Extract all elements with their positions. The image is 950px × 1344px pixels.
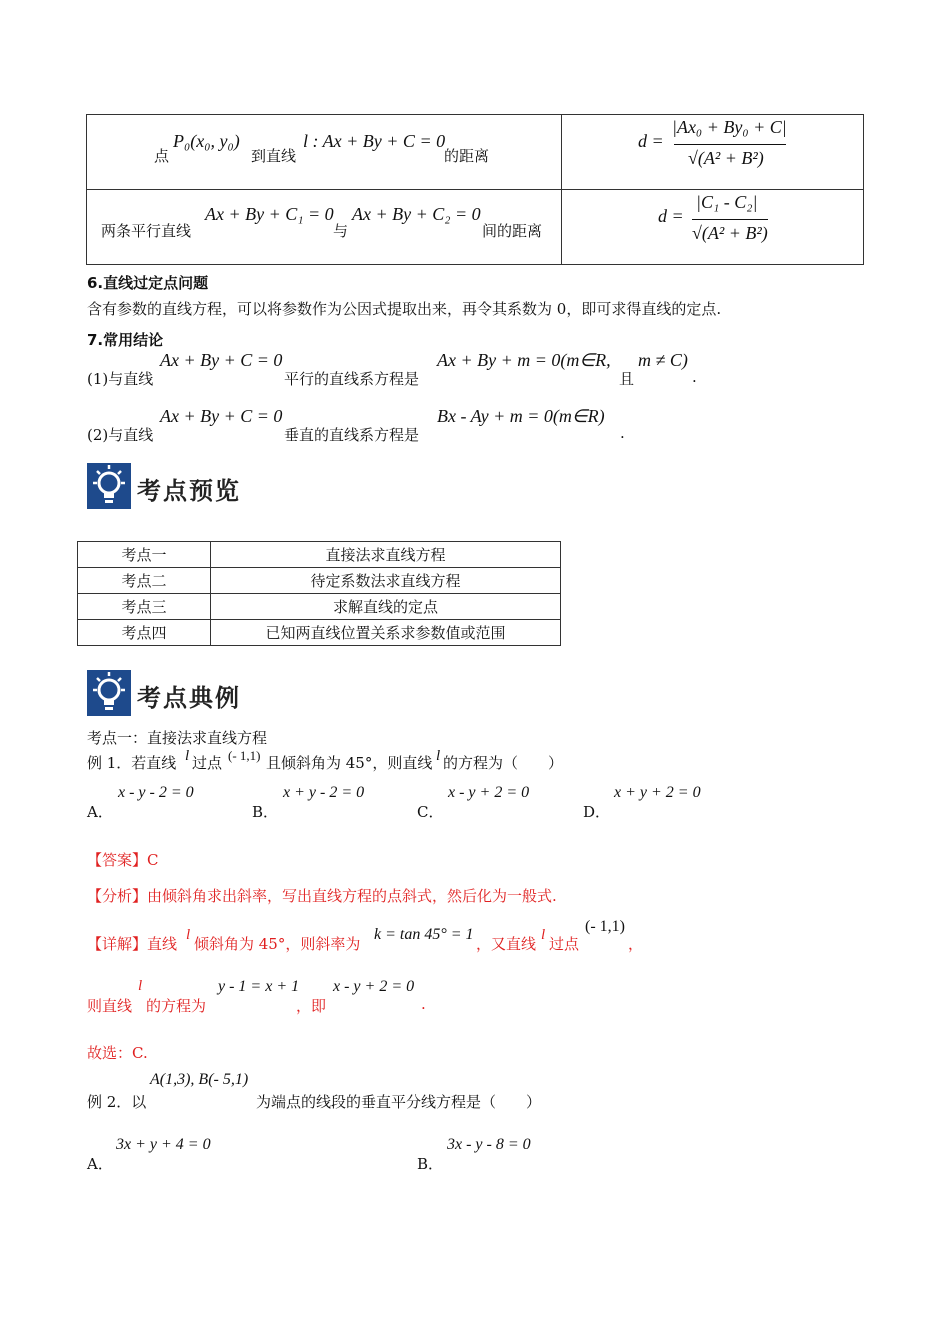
ex1-q-l: l (185, 748, 190, 764)
ex1-opt-d-label[interactable]: D． (583, 803, 611, 821)
ex1-opt-a-label[interactable]: A． (87, 803, 113, 821)
row2-text-mid: 与 (333, 222, 349, 240)
row1-formula-denominator: √(A² + B²) (688, 148, 764, 168)
ex1-opt-b-math[interactable]: x + y - 2 = 0 (283, 784, 365, 801)
row1-text-post: 的距离 (444, 147, 490, 165)
ex2-q-math: A(1,3), B(- 5,1) (150, 1071, 249, 1088)
row1-text-mid: 到直线 (251, 147, 297, 165)
sec7-l2-pre: (2)与直线 (87, 426, 154, 444)
sec7-l1-math2: Ax + By + m = 0(m∈R, (437, 350, 611, 370)
sec7-l2-mid: 垂直的直线系方程是 (284, 426, 420, 444)
row1-formula-lhs: d = (638, 131, 664, 151)
table-row (78, 594, 561, 620)
table-row (78, 568, 561, 594)
ex2-opt-a-label[interactable]: A． (87, 1155, 113, 1173)
row2-formula-denominator: √(A² + B²) (692, 223, 768, 243)
sec7-l1-math3: m ≠ C) (638, 350, 688, 370)
table-row (78, 620, 561, 646)
ex1-section-label: 考点一：直接法求直线方程 (87, 729, 268, 747)
ex1-q-pre: 例 1．若直线 (87, 754, 177, 772)
ex1-line2-pre: 则直线 (87, 997, 133, 1015)
kd-desc: 求解直线的定点 (211, 594, 561, 620)
kd-desc: 已知两直线位置关系求参数值或范围 (211, 620, 561, 646)
kaodian-table (77, 541, 561, 646)
ex1-line2-end: . (421, 995, 426, 1013)
sec7-l1-end: . (692, 368, 697, 386)
sec6-body: 含有参数的直线方程，可以将参数作为公因式提取出来，再令其系数为 0，即可求得直线的定点. (87, 300, 722, 318)
ex1-opt-c-label[interactable]: C． (417, 803, 444, 821)
sec7-l2-math1: Ax + By + C = 0 (160, 406, 283, 426)
ex1-q-post: 的方程为（ ） (443, 754, 564, 772)
ex1-detail-point: (- 1,1) (585, 918, 625, 935)
ex2-opt-b-math[interactable]: 3x - y - 8 = 0 (447, 1136, 531, 1153)
banner-kaodian-examples (87, 670, 247, 716)
row2-left-cell (87, 190, 562, 265)
ex1-q-l2: l (436, 748, 441, 764)
row1-text-pre: 点 (154, 147, 170, 165)
lightbulb-icon (87, 463, 131, 509)
row1-right-cell (562, 115, 864, 190)
ex1-detail-mid2: ，又直线 (476, 935, 537, 953)
row1-math-point: P₀(x₀, y₀) (173, 131, 240, 151)
table-row (78, 542, 561, 568)
row1-math-line: l : Ax + By + C = 0 (303, 131, 446, 151)
ex2-opt-b-label[interactable]: B． (417, 1155, 444, 1173)
sec7-l2-math2: Bx - Ay + m = 0(m∈R) (437, 406, 605, 426)
banner-kaodian-preview (87, 463, 247, 509)
row1-formula-numerator: |Ax₀ + By₀ + C| (672, 117, 787, 137)
ex1-detail-l: l (186, 927, 191, 943)
ex1-analysis: 【分析】由倾斜角求出斜率，写出直线方程的点斜式，然后化为一般式. (87, 887, 557, 905)
kd-desc: 直接法求直线方程 (211, 542, 561, 568)
row1-left-cell (87, 115, 562, 190)
ex1-opt-d-math[interactable]: x + y + 2 = 0 (614, 784, 701, 801)
ex1-line2-mid2: ，即 (296, 997, 327, 1015)
ex1-q-mid1: 过点 (192, 754, 223, 772)
sec7-heading: 7.常用结论 (87, 331, 164, 349)
ex2-opt-a-math[interactable]: 3x + y + 4 = 0 (116, 1136, 211, 1153)
ex2-q-post: 为端点的线段的垂直平分线方程是（ ） (256, 1093, 542, 1111)
sec7-l1-and: 且 (619, 370, 635, 388)
row2-text-post: 间的距离 (482, 222, 543, 240)
ex1-line2-math1: y - 1 = x + 1 (218, 978, 300, 995)
kd-name: 考点四 (78, 620, 211, 646)
sec7-l2-end: . (620, 424, 625, 442)
ex1-q-mid2: 且倾斜角为 45°，则直线 (266, 754, 433, 772)
ex1-detail-l2: l (541, 927, 546, 943)
kd-name: 考点一 (78, 542, 211, 568)
row2-right-cell (562, 190, 864, 265)
ex1-detail-k: k = tan 45° = 1 (374, 926, 474, 943)
ex1-choose: 故选：C. (87, 1044, 148, 1062)
ex2-q-pre: 例 2．以 (87, 1093, 147, 1111)
sec6-heading: 6.直线过定点问题 (87, 274, 209, 292)
banner-title: 考点典例 (137, 684, 241, 712)
lightbulb-icon (87, 670, 131, 716)
row2-formula-lhs: d = (658, 206, 684, 226)
row2-fraction-bar (692, 219, 768, 220)
ex1-line2-math2: x - y + 2 = 0 (333, 978, 415, 995)
distance-formula-table (86, 114, 864, 265)
ex1-line2-l: l (138, 978, 143, 994)
row2-math-line1: Ax + By + C₁ = 0 (205, 204, 334, 224)
ex1-opt-c-math[interactable]: x - y + 2 = 0 (448, 784, 530, 801)
banner-title: 考点预览 (137, 477, 241, 505)
kd-name: 考点三 (78, 594, 211, 620)
sec7-l1-pre: (1)与直线 (87, 370, 154, 388)
sec7-l1-math1: Ax + By + C = 0 (160, 350, 283, 370)
sec7-l1-mid: 平行的直线系方程是 (284, 370, 420, 388)
row1-fraction-bar (674, 144, 786, 145)
ex1-detail-mid: 倾斜角为 45°，则斜率为 (194, 935, 361, 953)
ex1-answer: 【答案】C (87, 851, 159, 869)
row2-math-line2: Ax + By + C₂ = 0 (352, 204, 481, 224)
kd-desc: 待定系数法求直线方程 (211, 568, 561, 594)
row2-text-pre: 两条平行直线 (101, 222, 192, 240)
row2-formula-numerator: |C₁ - C₂| (696, 192, 758, 212)
ex1-line2-mid: 的方程为 (146, 997, 207, 1015)
ex1-opt-a-math[interactable]: x - y - 2 = 0 (118, 784, 194, 801)
ex1-opt-b-label[interactable]: B． (252, 803, 279, 821)
ex1-detail-pre: 【详解】直线 (87, 935, 178, 953)
ex1-q-point: (- 1,1) (228, 748, 261, 763)
kd-name: 考点二 (78, 568, 211, 594)
ex1-detail-end: ， (628, 935, 644, 953)
ex1-detail-mid3: 过点 (549, 935, 580, 953)
